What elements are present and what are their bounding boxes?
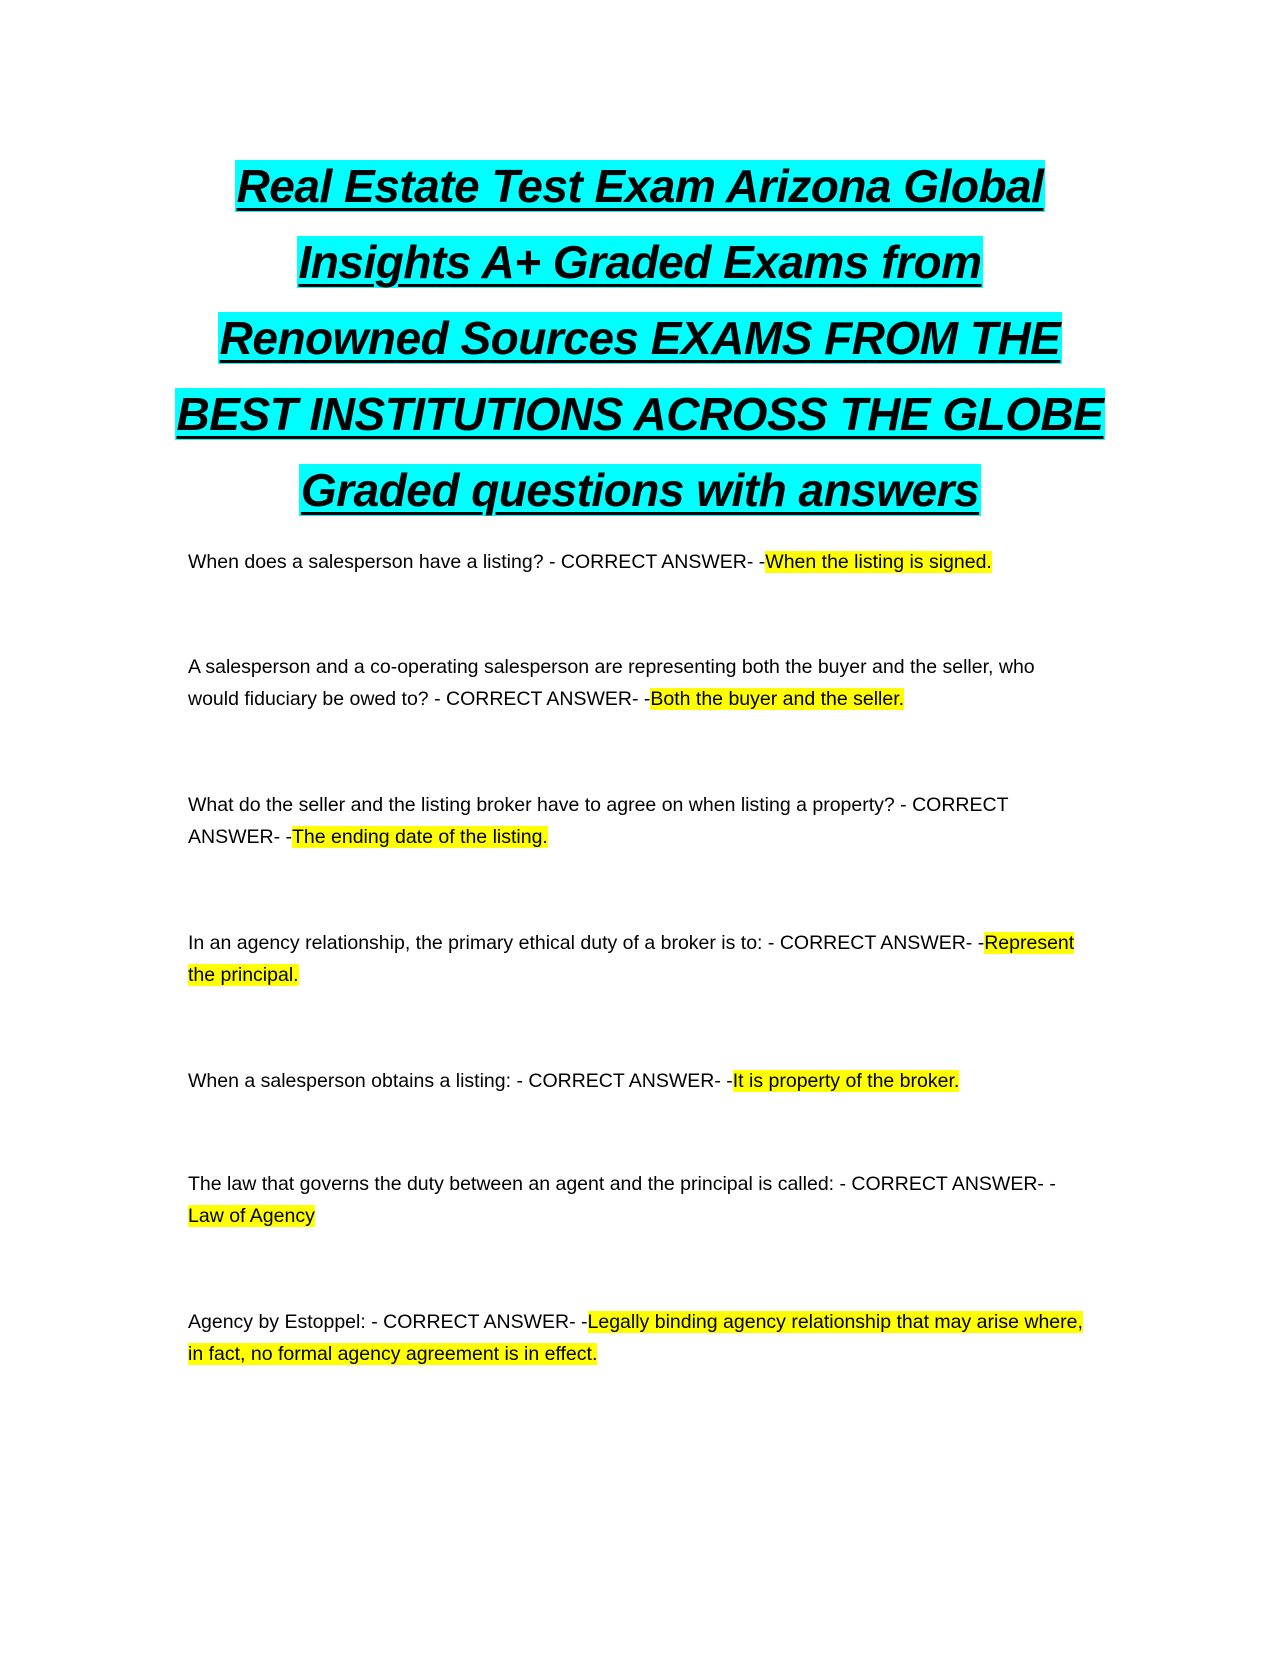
answer-separator: - CORRECT ANSWER- - xyxy=(365,1311,588,1333)
question-text: Agency by Estoppel: xyxy=(188,1311,366,1333)
qa-item xyxy=(188,1306,1088,1370)
answer-separator: - CORRECT ANSWER- - xyxy=(428,688,651,710)
qa-item xyxy=(188,927,1088,991)
answer-text: Law of Agency xyxy=(188,1205,315,1227)
qa-item xyxy=(188,651,1088,715)
title-line: Real Estate Test Exam Arizona Global xyxy=(236,160,1044,212)
answer-text: Represent the principal. xyxy=(188,932,1075,986)
answer-separator: - CORRECT ANSWER- - xyxy=(834,1173,1056,1195)
qa-item xyxy=(188,546,1088,578)
answer-text: Both the buyer and the seller. xyxy=(650,688,905,710)
title-line: Renowned Sources EXAMS FROM THE xyxy=(219,312,1061,364)
answer-separator: - CORRECT ANSWER- - xyxy=(543,551,766,573)
answer-text: The ending date of the listing. xyxy=(292,826,548,848)
title-line: Graded questions with answers xyxy=(300,464,980,516)
answer-separator: - CORRECT ANSWER- - xyxy=(762,932,985,954)
qa-item xyxy=(188,1168,1088,1232)
title-line: BEST INSTITUTIONS ACROSS THE GLOBE xyxy=(176,388,1104,440)
question-text: In an agency relationship, the primary ethical duty of a broker is to: xyxy=(188,932,763,954)
question-text: The law that governs the duty between an agent and the principal is called: xyxy=(188,1173,835,1195)
question-text: When does a salesperson have a listing? xyxy=(188,551,544,573)
qa-item xyxy=(188,1065,1088,1097)
question-text: A salesperson and a co-operating salesperson are representing both the buyer and the seller, who would fiduciary be owed to? xyxy=(188,656,1035,710)
answer-separator: - CORRECT ANSWER- - xyxy=(511,1070,733,1092)
question-text: What do the seller and the listing broker have to agree on when listing a property? xyxy=(188,794,895,816)
answer-separator: - CORRECT ANSWER- - xyxy=(188,794,1009,848)
document-title xyxy=(150,148,1130,528)
answer-text: It is property of the broker. xyxy=(732,1070,960,1092)
answer-text: Legally binding agency relationship that may arise where, in fact, no formal agency agreement is in effect. xyxy=(188,1311,1083,1365)
title-line: Insights A+ Graded Exams from xyxy=(298,236,982,288)
answer-text: When the listing is signed. xyxy=(765,551,992,573)
question-text: When a salesperson obtains a listing: xyxy=(188,1070,512,1092)
qa-item xyxy=(188,789,1088,853)
